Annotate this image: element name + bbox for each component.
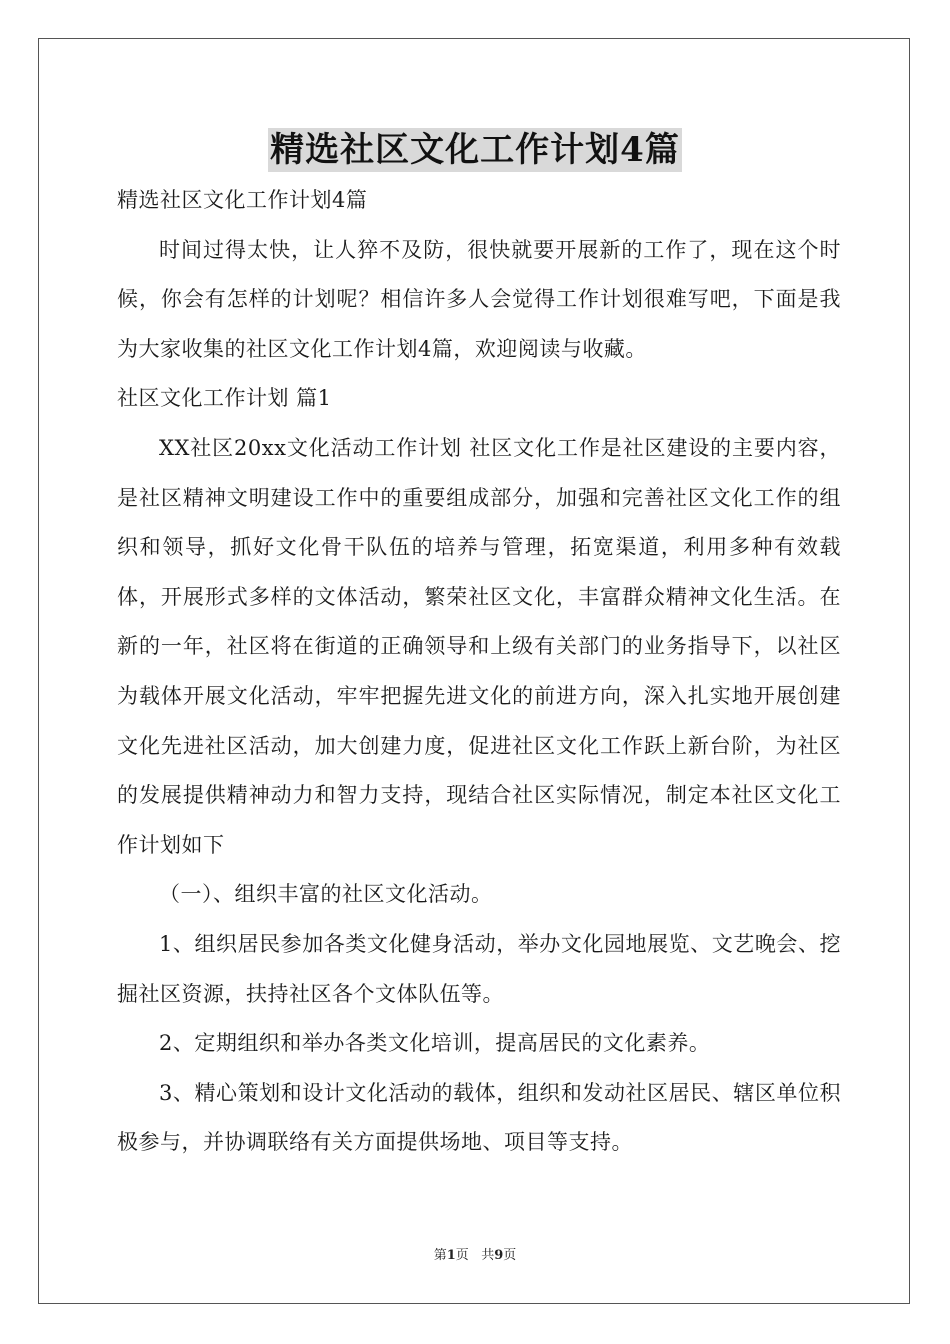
- list-item-1: 1、组织居民参加各类文化健身活动，举办文化园地展览、文艺晚会、挖掘社区资源，扶持社区各个文体队伍等。: [117, 931, 841, 1006]
- section-heading-1: 社区文化工作计划 篇1: [117, 386, 332, 411]
- title-container: [0, 128, 950, 172]
- page-current: 1: [446, 1248, 456, 1263]
- intro-paragraph: 时间过得太快，让人猝不及防，很快就要开展新的工作了，现在这个时候，你会有怎样的计划呢？相信许多人会觉得工作计划很难写吧，下面是我为大家收集的社区文化工作计划4篇，欢迎阅读与收藏。: [117, 237, 841, 361]
- total-prefix: 共: [481, 1248, 495, 1263]
- total-suffix: 页: [503, 1248, 517, 1263]
- page-total: 9: [494, 1248, 504, 1263]
- page-footer: [0, 1246, 950, 1266]
- list-item-2: 2、定期组织和举办各类文化培训，提高居民的文化素养。: [159, 1031, 711, 1056]
- page-prefix: 第: [433, 1248, 447, 1263]
- document-subtitle: 精选社区文化工作计划4篇: [117, 188, 368, 212]
- body-paragraph: XX社区20xx文化活动工作计划 社区文化工作是社区建设的主要内容，是社区精神文明建设工作中的重要组成部分，加强和完善社区文化工作的组织和领导，抓好文化骨干队伍的培养与管理，拓宽渠道，利用多种有效载体，开展形式多样的文体活动，繁荣社区文化，丰富群众精神文化生活。在新的一年，社区将在街道的正确领导和上级有关部门的业务指导下，以社区为载体开展文化活动，牢牢把握先进文化的前进方向，深入扎实地开展创建文化先进社区活动，加大创建力度，促进社区文化工作跃上新台阶，为社区的发展提供精神动力和智力支持，现结合社区实际情况，制定本社区文化工作计划如下: [117, 435, 841, 857]
- subsection-heading: （一）、组织丰富的社区文化活动。: [159, 882, 493, 907]
- page-suffix: 页: [455, 1248, 469, 1263]
- document-title: 精选社区文化工作计划4篇: [270, 130, 680, 170]
- list-item-3: 3、精心策划和设计文化活动的载体，组织和发动社区居民、辖区单位积极参与，并协调联络有关方面提供场地、项目等支持。: [117, 1080, 841, 1155]
- document-body: [117, 176, 841, 1168]
